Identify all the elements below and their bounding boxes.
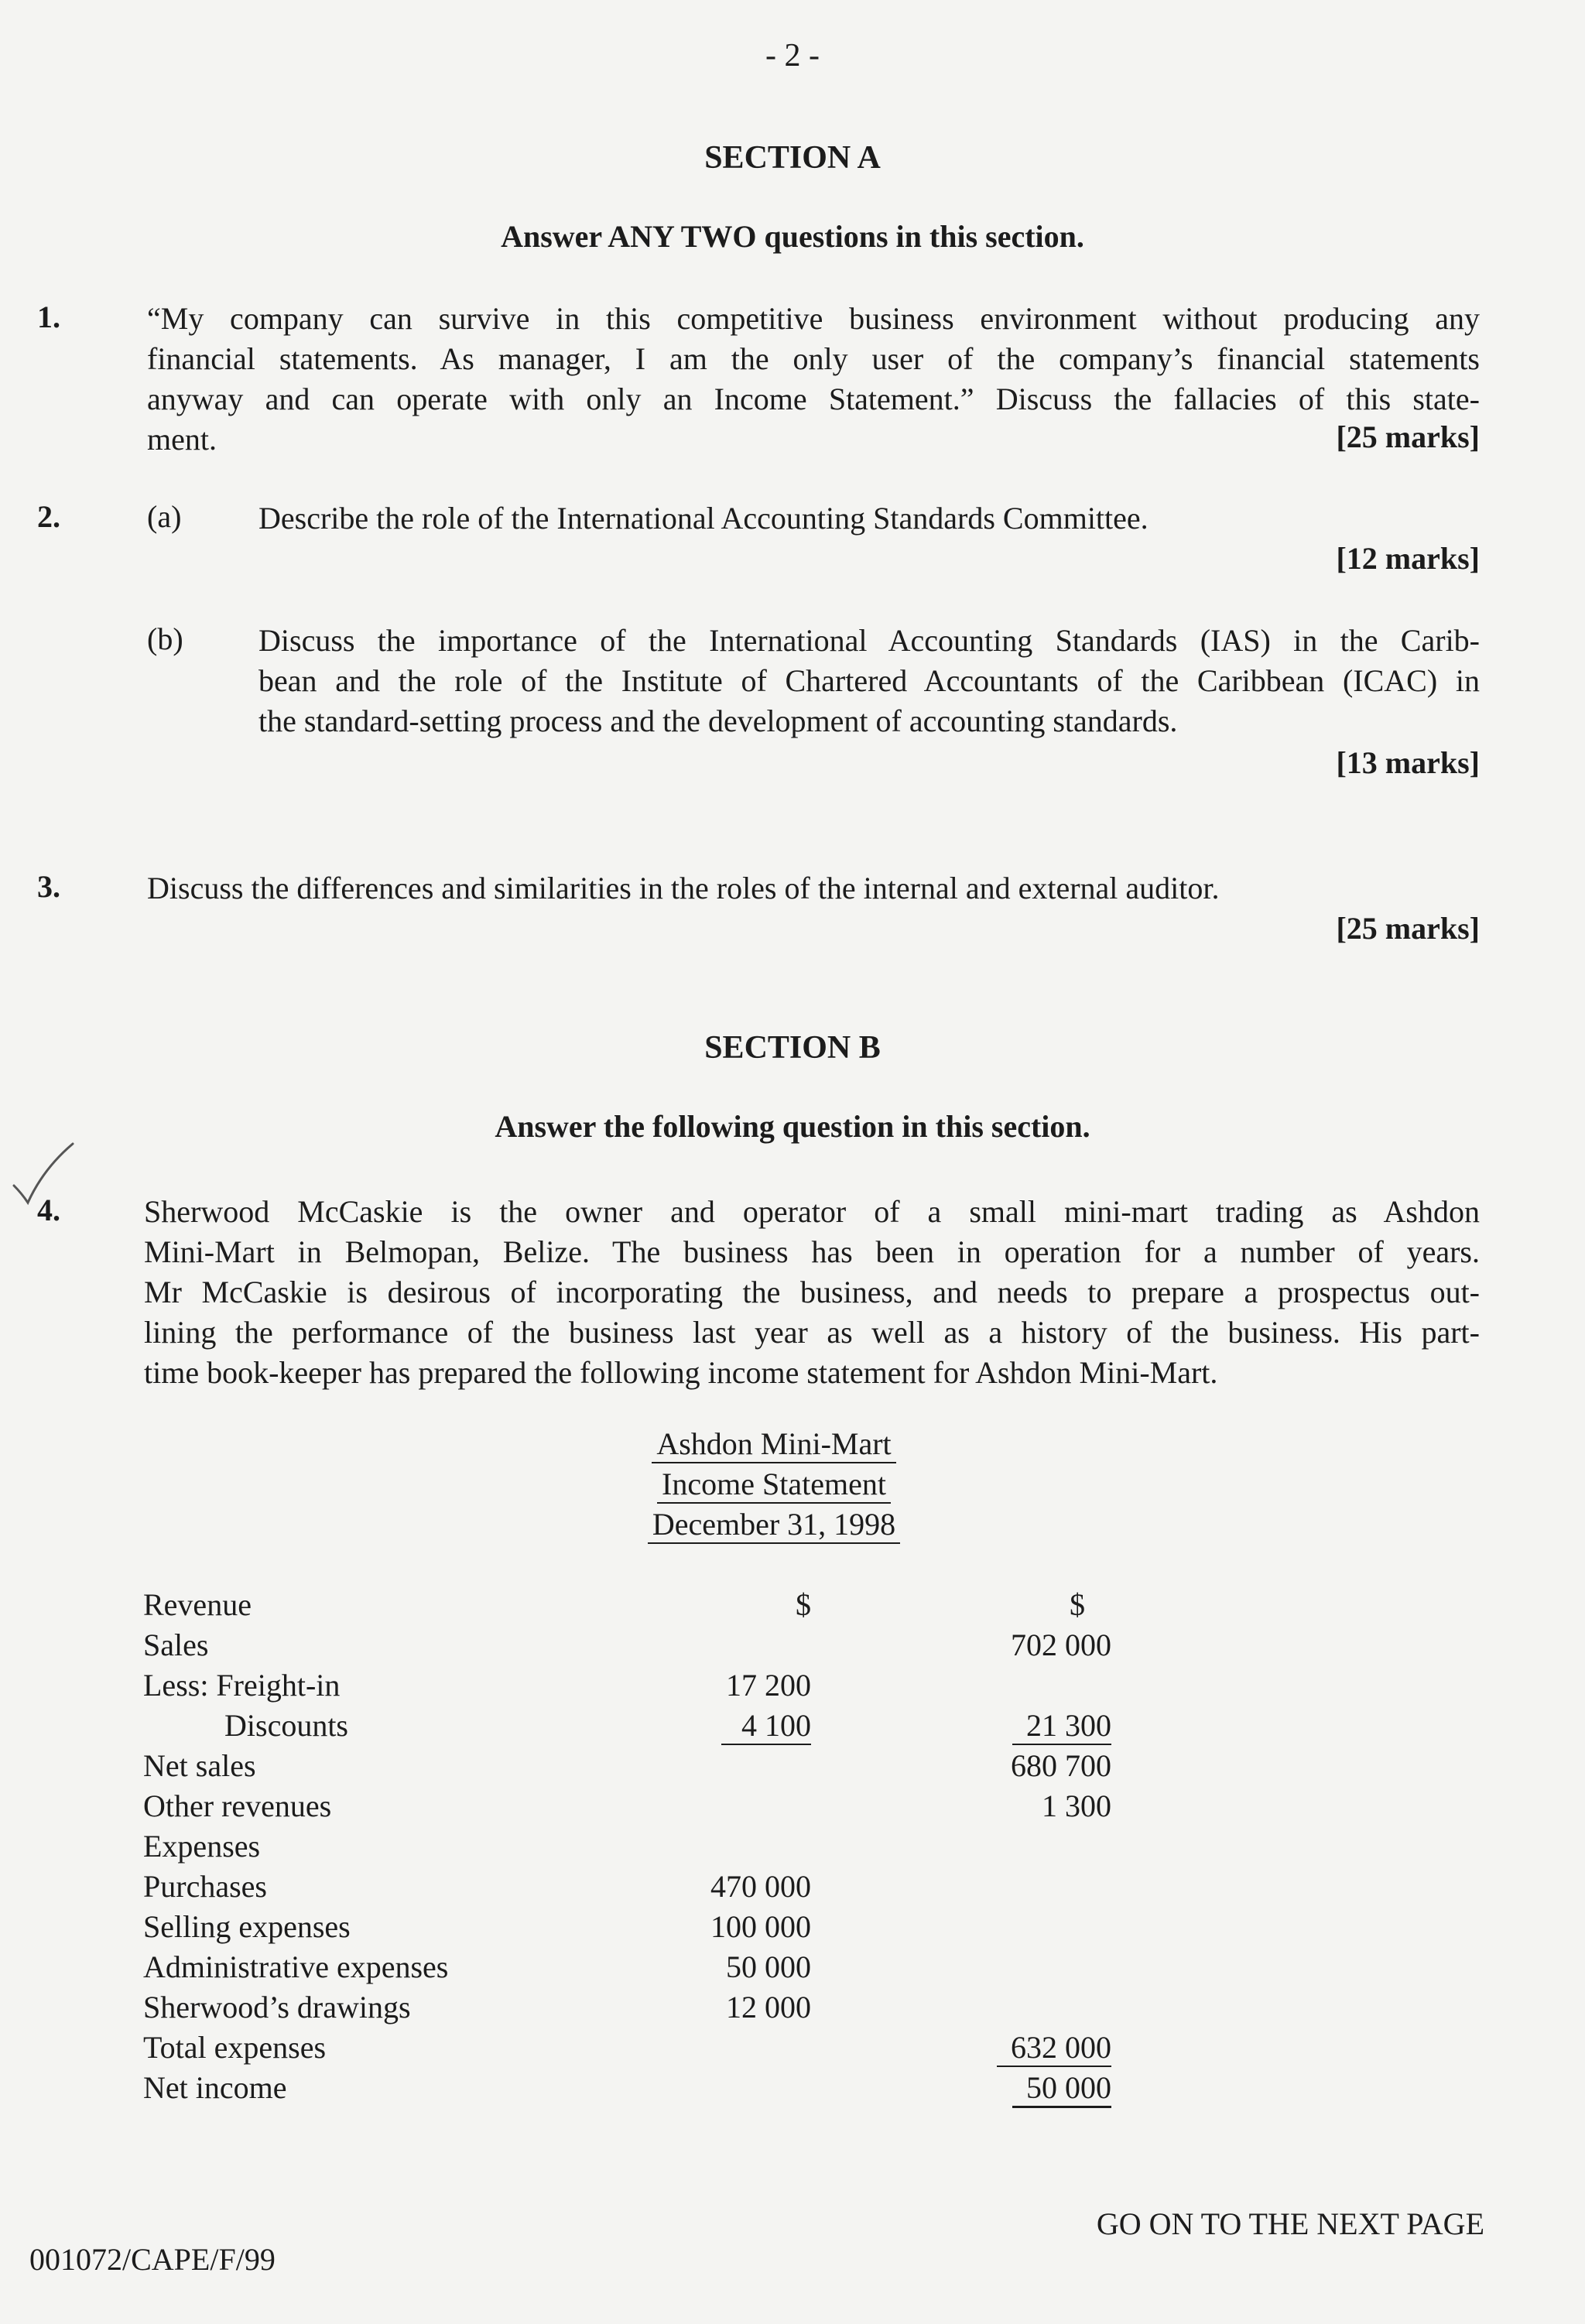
question-2a-label: (a) bbox=[147, 499, 182, 534]
row-label: Total expenses bbox=[143, 2030, 327, 2065]
row-value-col1: 4 100 bbox=[721, 1707, 811, 1745]
row-label: Net sales bbox=[143, 1748, 256, 1783]
table-row bbox=[0, 2069, 1585, 2110]
statement-date: December 31, 1998 bbox=[648, 1507, 900, 1544]
question-1-number: 1. bbox=[37, 299, 60, 334]
row-label: Expenses bbox=[143, 1829, 261, 1864]
table-row bbox=[0, 1627, 1585, 1667]
next-page-note: GO ON TO THE NEXT PAGE bbox=[1096, 2206, 1484, 2241]
row-value-col2: 632 000 bbox=[997, 2029, 1111, 2067]
question-3-number: 3. bbox=[37, 869, 60, 904]
row-value-col1: 50 000 bbox=[726, 1949, 811, 1984]
table-row bbox=[0, 1788, 1585, 1828]
question-2b-marks: [13 marks] bbox=[1336, 745, 1480, 780]
currency-col2: $ bbox=[1070, 1587, 1085, 1622]
question-2b-text bbox=[258, 621, 1480, 741]
question-4-text bbox=[144, 1192, 1480, 1393]
question-1-marks: [25 marks] bbox=[1336, 419, 1480, 454]
row-label: Net income bbox=[143, 2070, 287, 2105]
row-value-col1: 12 000 bbox=[726, 1990, 811, 2025]
row-value-col1: 470 000 bbox=[710, 1869, 811, 1904]
q4-line: Mini-Mart in Belmopan, Belize. The business has been in operation for a number of years. bbox=[144, 1234, 1480, 1269]
row-value-col2: 50 000 bbox=[1012, 2069, 1111, 2108]
table-row bbox=[0, 1747, 1585, 1788]
row-label: Administrative expenses bbox=[143, 1949, 449, 1984]
row-value-col1: 100 000 bbox=[710, 1909, 811, 1944]
table-row bbox=[0, 1908, 1585, 1949]
page-number: - 2 - bbox=[765, 38, 820, 74]
question-2a-marks: [12 marks] bbox=[1336, 541, 1480, 576]
row-value-col2: 680 700 bbox=[1011, 1748, 1111, 1783]
row-label: Selling expenses bbox=[143, 1909, 351, 1944]
table-row bbox=[0, 2029, 1585, 2069]
row-label: Discounts bbox=[224, 1708, 348, 1743]
question-2a-text: Describe the role of the International Accounting Standards Committee. bbox=[258, 501, 1149, 536]
q1-line: financial statements. As manager, I am the only user of the company’s financial statements bbox=[147, 341, 1480, 376]
table-row bbox=[0, 1989, 1585, 2029]
question-3-text: Discuss the differences and similarities in the roles of the internal and external auditor. bbox=[147, 871, 1220, 905]
section-a-instruction: Answer ANY TWO questions in this section. bbox=[501, 219, 1084, 254]
row-value-col2: 702 000 bbox=[1011, 1627, 1111, 1662]
row-label: Purchases bbox=[143, 1869, 267, 1904]
statement-heading bbox=[0, 1424, 1548, 1545]
statement-company: Ashdon Mini-Mart bbox=[652, 1426, 895, 1463]
q4-line: Sherwood McCaskie is the owner and operator of a small mini-mart trading as Ashdon bbox=[144, 1194, 1480, 1229]
question-2b-label: (b) bbox=[147, 621, 183, 656]
section-b-instruction: Answer the following question in this section. bbox=[495, 1109, 1090, 1144]
q1-line: ment. bbox=[147, 422, 217, 457]
table-row bbox=[0, 1868, 1585, 1908]
table-row bbox=[0, 1586, 1585, 1627]
q2b-line: bean and the role of the Institute of Chartered Accountants of the Caribbean (ICAC) in bbox=[258, 663, 1480, 698]
question-2-number: 2. bbox=[37, 499, 60, 534]
row-label: Revenue bbox=[143, 1587, 252, 1622]
row-label: Sherwood’s drawings bbox=[143, 1990, 411, 2025]
table-row bbox=[0, 1828, 1585, 1868]
row-value-col2: 21 300 bbox=[1012, 1707, 1111, 1745]
q4-line: Mr McCaskie is desirous of incorporating the business, and needs to prepare a prospectus out- bbox=[144, 1275, 1480, 1309]
row-label: Sales bbox=[143, 1627, 209, 1662]
section-a-title: SECTION A bbox=[704, 140, 881, 176]
section-b-title: SECTION B bbox=[704, 1030, 881, 1066]
row-value-col1: 17 200 bbox=[726, 1668, 811, 1703]
row-label: Less: Freight-in bbox=[143, 1668, 341, 1703]
table-row bbox=[0, 1949, 1585, 1989]
q4-line: lining the performance of the business last year as well as a history of the business. His part- bbox=[144, 1315, 1480, 1350]
table-row bbox=[0, 1707, 1585, 1747]
statement-title: Income Statement bbox=[657, 1467, 891, 1504]
paper-code: 001072/CAPE/F/99 bbox=[29, 2242, 276, 2277]
table-row bbox=[0, 1667, 1585, 1707]
q1-line: anyway and can operate with only an Income Statement.” Discuss the fallacies of this state- bbox=[147, 382, 1480, 416]
q1-line: “My company can survive in this competitive business environment without producing any bbox=[147, 301, 1480, 336]
question-1-text bbox=[147, 299, 1480, 460]
currency-col1: $ bbox=[796, 1587, 811, 1622]
row-value-col2: 1 300 bbox=[1042, 1788, 1111, 1823]
question-4-number: 4. bbox=[37, 1193, 60, 1227]
q4-line: time book-keeper has prepared the following income statement for Ashdon Mini-Mart. bbox=[144, 1355, 1218, 1390]
row-label: Other revenues bbox=[143, 1788, 332, 1823]
q2b-line: the standard-setting process and the development of accounting standards. bbox=[258, 703, 1178, 738]
question-3-marks: [25 marks] bbox=[1336, 911, 1480, 946]
q2b-line: Discuss the importance of the International Accounting Standards (IAS) in the Carib- bbox=[258, 623, 1480, 658]
